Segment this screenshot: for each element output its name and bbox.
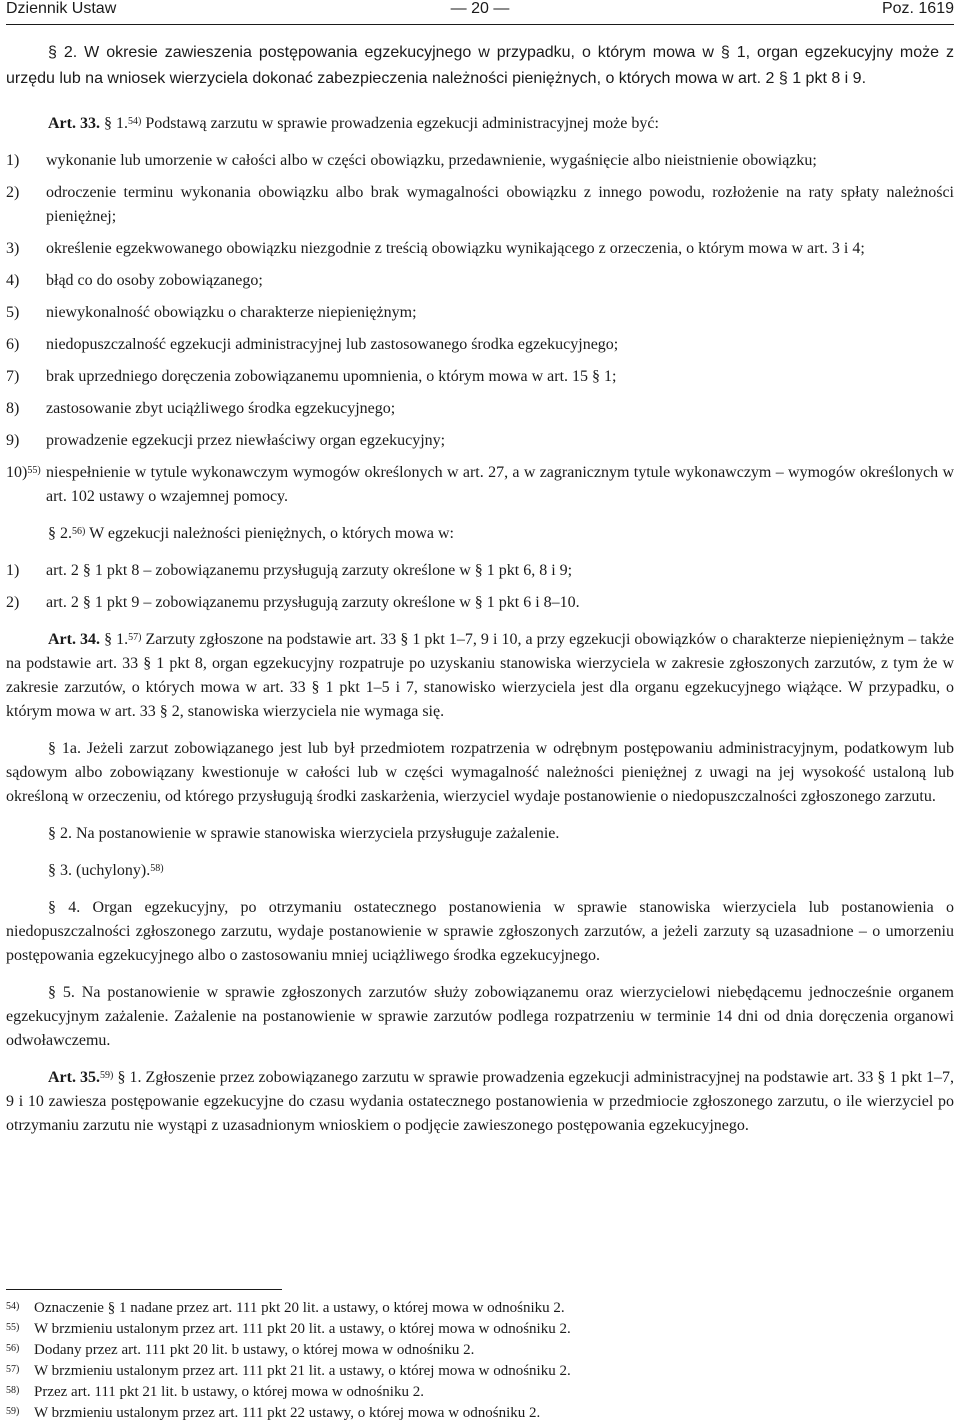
list-item: 7) brak uprzedniego doręczenia zobowiązanemu upomnienia, o którym mowa w art. 15 § 1;: [6, 368, 617, 385]
art33-section-2-list: [6, 559, 954, 615]
art33-section-2: § 2.$^{56)}$ W egzekucji należności pieniężnych, o których mowa w:: [48, 525, 454, 542]
art33-list: [6, 149, 954, 509]
list-item: 10)$^{55)}$ niespełnienie w tytule wykonawczym wymogów określonych w art. 27, a w zagranicznym tytule wykonawczym – wymogów określonych w art. 102 ustawy o wzajemnej pomocy.: [6, 464, 954, 505]
art34-section-5: § 5. Na postanowienie w sprawie zgłoszonych zarzutów służy zobowiązanemu oraz wierzycielowi niebędącemu jednocześnie organem egzekucyjnym zażalenie. Zażalenie na postanowienie w sprawie zarzutów podlega rozpatrzeniu w terminie 14 dni od dnia doręczenia organowi odwoławczemu.: [6, 984, 954, 1049]
art34-section-2: § 2. Na postanowienie w sprawie stanowiska wierzyciela przysługuje zażalenie.: [48, 825, 560, 842]
footnote-ref-56: 56): [72, 526, 86, 537]
list-item: 9) prowadzenie egzekucji przez niewłaściwy organ egzekucyjny;: [6, 432, 446, 449]
art33-intro: [6, 112, 954, 136]
art35-section-1: Art. 35.$^{59)}$ § 1. Zgłoszenie przez zobowiązanego zarzutu w sprawie prowadzenia egzekucji administracyjnej na podstawie art. 33 § 1 pkt 1–7, 9 i 10 zawiesza postępowanie egzekucyjne do czasu wydania ostatecznego postanowienia w przedmiocie zgłoszonego zarzutu, o ile wierzyciel po otrzymaniu zarzutu nie wystąpi z uzasadnionym wnioskiem o podjęcie zawieszonego postępowania egzekucyjnego.: [6, 1069, 955, 1134]
list-item: 2) odroczenie terminu wykonania obowiązku albo brak wymagalności obowiązku z innego powodu, rozłożenie na raty spłaty należności pieniężnej;: [6, 184, 954, 225]
list-item: 5) niewykonalność obowiązku o charakterze niepieniężnym;: [6, 304, 417, 321]
list-item: 1) art. 2 § 1 pkt 8 – zobowiązanemu przysługują zarzuty określone w § 1 pkt 6, 8 i 9;: [6, 562, 573, 579]
footnote: 55) W brzmieniu ustalonym przez art. 111 pkt 20 lit. a ustawy, o której mowa w odnośniku 2.: [6, 1321, 571, 1337]
footnote-ref-58: 58): [150, 863, 164, 874]
journal-title: Dziennik Ustaw: [6, 0, 117, 17]
art34-section-4: § 4. Organ egzekucyjny, po otrzymaniu ostatecznego postanowienia w sprawie stanowiska wierzyciela lub postanowienia o niedopuszczalności zgłoszonego zarzutu, wydaje postanowienie w sprawie zgłoszonych zarzutów, a jeżeli zarzuty są uzasadnione – o umorzeniu postępowania egzekucyjnego albo o zastosowaniu mniej uciążliwego środka egzekucyjnego.: [6, 899, 954, 964]
page-header: [6, 0, 954, 25]
footnote-ref-54: 54): [127, 116, 142, 127]
list-item: 4) błąd co do osoby zobowiązanego;: [6, 272, 263, 289]
list-item: 1) wykonanie lub umorzenie w całości albo w części obowiązku, przedawnienie, wygaśnięcie albo nieistnienie obowiązku;: [6, 152, 817, 169]
lead-paragraph: § 2. W okresie zawieszenia postępowania egzekucyjnego w przypadku, o którym mowa w § 1, organ egzekucyjny może z urzędu lub na wniosek wierzyciela dokonać zabezpieczenia należności pieniężnych, o których mowa w art. 2 § 1 pkt 8 i 9.: [6, 44, 954, 87]
footnotes: [6, 1298, 906, 1424]
footnote: 57) W brzmieniu ustalonym przez art. 111 pkt 21 lit. a ustawy, o której mowa w odnośniku 2.: [6, 1363, 571, 1379]
footnote-ref-55: 55): [27, 465, 41, 476]
footnote-ref-57: 57): [128, 632, 142, 643]
page-number: — 20 —: [450, 0, 510, 17]
list-item: 6) niedopuszczalność egzekucji administracyjnej lub zastosowanego środka egzekucyjnego;: [6, 336, 619, 353]
art34-section-1: Art. 34. § 1.$^{57)}$ Zarzuty zgłoszone na podstawie art. 33 § 1 pkt 1–7, 9 i 10, a przy egzekucji obowiązków o charakterze niepieniężnym – także na podstawie art. 33 § 1 pkt 8, organ egzekucyjny rozpatruje po uzyskaniu stanowiska wierzyciela w zakresie zgłoszonych zarzutów, z tym że w zakresie zarzutów, o których mowa w art. 33 § 1 pkt 1–5 i 7, stanowisko wierzyciela jest dla organu egzekucyjnego wiążące. W przypadku, o którym mowa w art. 33 § 2, stanowiska wierzyciela nie wymaga się.: [6, 631, 955, 720]
list-item: 8) zastosowanie zbyt uciążliwego środka egzekucyjnego;: [6, 400, 396, 417]
art34-label: Art. 34.: [48, 631, 101, 648]
art33-intro-text: Podstawą zarzutu w sprawie prowadzenia egzekucji administracyjnej może być:: [145, 115, 659, 132]
art33-label: Art. 33.: [48, 115, 100, 132]
footnote: 59) W brzmieniu ustalonym przez art. 111 pkt 22 ustawy, o której mowa w odnośniku 2.: [6, 1405, 541, 1421]
footnote: 58) Przez art. 111 pkt 21 lit. b ustawy, o której mowa w odnośniku 2.: [6, 1384, 424, 1400]
footnote: 54) Oznaczenie § 1 nadane przez art. 111 pkt 20 lit. a ustawy, o której mowa w odnośniku 2.: [6, 1300, 565, 1316]
list-item: 3) określenie egzekwowanego obowiązku niezgodnie z treścią obowiązku wynikającego z orzeczenia, o którym mowa w art. 3 i 4;: [6, 240, 865, 257]
art34-section-3: § 3. (uchylony).$^{58)}$: [48, 862, 164, 879]
position-number: Poz. 1619: [881, 0, 954, 17]
list-item: 2) art. 2 § 1 pkt 9 – zobowiązanemu przysługują zarzuty określone w § 1 pkt 6 i 8–10.: [6, 594, 580, 611]
art33-section: § 1.: [103, 115, 128, 132]
art35-label: Art. 35.: [48, 1069, 101, 1086]
document-body: [6, 40, 954, 1151]
footnote: 56) Dodany przez art. 111 pkt 20 lit. b ustawy, o której mowa w odnośniku 2.: [6, 1342, 475, 1358]
footnote-ref-59: 59): [100, 1070, 114, 1081]
footnote-divider: [6, 1289, 282, 1290]
art34-section-1a: § 1a. Jeżeli zarzut zobowiązanego jest lub był przedmiotem rozpatrzenia w odrębnym postępowaniu administracyjnym, podatkowym lub sądowym albo zobowiązany kwestionuje w całości lub w części wymagalność należności pieniężnej z uwagi na jej wysokość ustaloną lub określoną w orzeczeniu, od którego przysługują środki zaskarżenia, wierzyciel wydaje postanowienie o niedopuszczalności zgłoszonego zarzutu.: [6, 740, 954, 805]
